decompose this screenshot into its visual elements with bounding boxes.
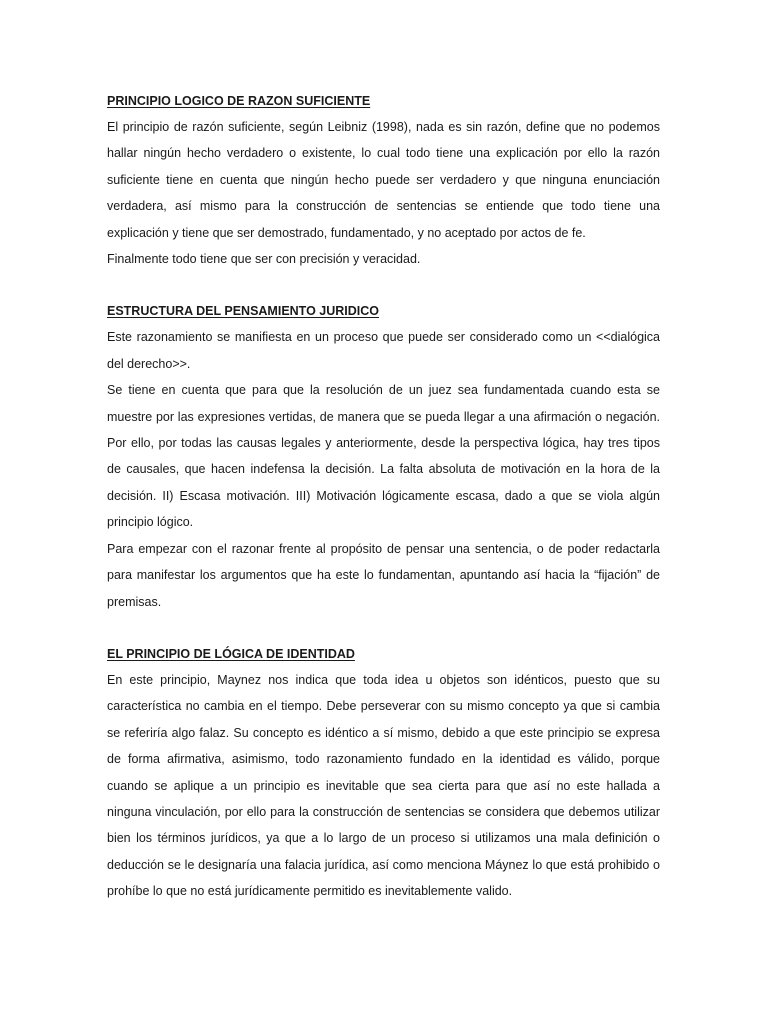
paragraph: En este principio, Maynez nos indica que toda idea u objetos son idénticos, puesto que su característica no cambia en el tiempo. Debe perseverar con su mismo concepto ya que si cambia se referiría algo falaz. Su concepto es idéntico a sí mismo, debido a que este principio se expresa de forma afirmativa, asimismo, todo razonamiento fundado en la identidad es válido, porque cuando se aplique a un principio es inevitable que sea cierta para que así no este hallada a ninguna vinculación, por ello para la construcción de sentencias se considera que debemos utilizar bien los términos jurídicos, ya que a lo largo de un proceso si utilizamos una mala definición o deducción se le designaría una falacia jurídica, así como menciona Máynez lo que está prohibido o prohíbe lo que no está jurídicamente permitido es inevitablemente valido. — [107, 672, 660, 899]
section-pensamiento-juridico — [107, 298, 660, 614]
section-heading: PRINCIPIO LOGICO DE RAZON SUFICIENTE — [107, 94, 371, 108]
paragraph: Se tiene en cuenta que para que la resolución de un juez sea fundamentada cuando esta se muestre por las expresiones vertidas, de manera que se pueda llegar a una afirmación o negación. Por ello, por todas las causas legales y anteriormente, desde la perspectiva lógica, hay tres tipos de causales, que hacen indefensa la decisión. La falta absoluta de motivación en la hora de la decisión. II) Escasa motivación. III) Motivación lógicamente escasa, dado a que se viola algún principio lógico. — [107, 383, 660, 530]
section-razon-suficiente — [107, 88, 660, 272]
section-heading: EL PRINCIPIO DE LÓGICA DE IDENTIDAD — [107, 646, 355, 661]
paragraph: El principio de razón suficiente, según Leibniz (1998), nada es sin razón, define que no podemos hallar ningún hecho verdadero o existente, lo cual todo tiene una explicación por ello la razón suficiente tiene en cuenta que ningún hecho puede ser verdadero y que ninguna enunciación verdadera, así mismo para la construcción de sentencias se entiende que todo tiene una explicación y tiene que ser demostrado, fundamentado, y no aceptado por actos de fe. — [107, 120, 660, 240]
section-logica-identidad — [107, 641, 660, 905]
section-heading: ESTRUCTURA DEL PENSAMIENTO JURIDICO — [107, 304, 380, 319]
paragraph: Este razonamiento se manifiesta en un proceso que puede ser considerado como un <<dialógica del derecho>>. — [107, 330, 660, 371]
paragraph: Finalmente todo tiene que ser con precisión y veracidad. — [107, 252, 421, 267]
paragraph: Para empezar con el razonar frente al propósito de pensar una sentencia, o de poder redactarla para manifestar los argumentos que ha este lo fundamentan, apuntando así hacia la “fijación” de premisas. — [107, 541, 660, 609]
